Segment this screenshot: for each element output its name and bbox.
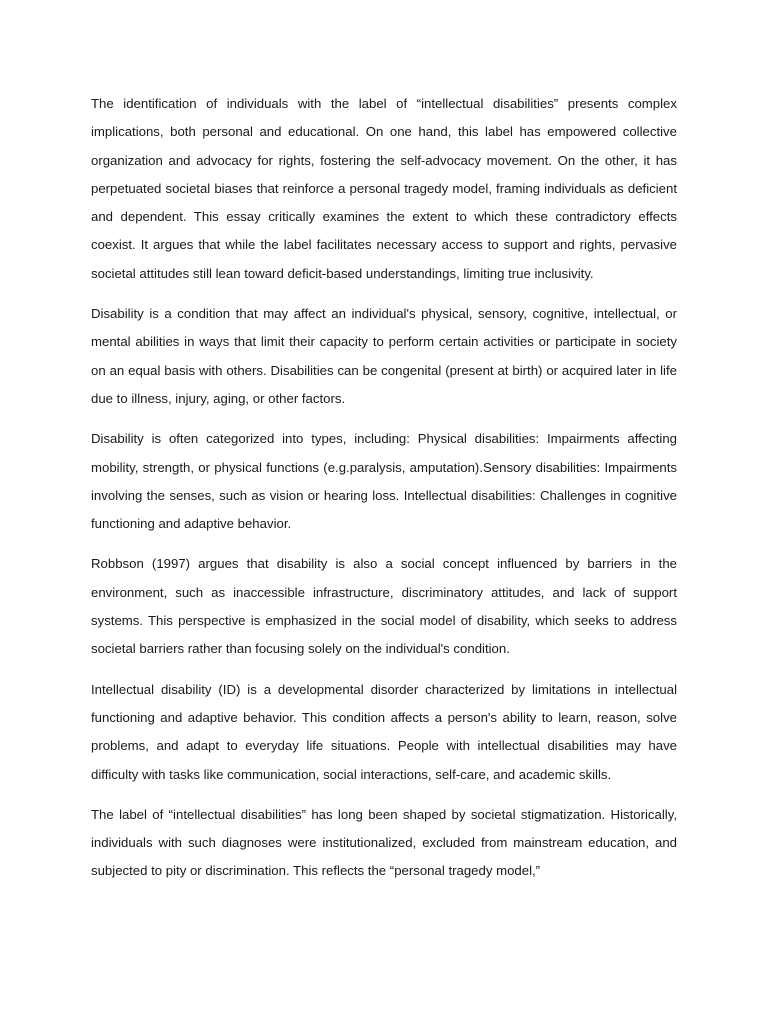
document-body (91, 90, 677, 898)
paragraph-intellectual-disability: Intellectual disability (ID) is a developmental disorder characterized by limitations in intellectual functioning and adaptive behavior. This condition affects a person's ability to learn, reason, solve problems, and adapt to everyday life situations. People with intellectual disabilities may have difficulty with tasks like communication, social interactions, self-care, and academic skills. (91, 681, 677, 782)
paragraph-label-stigmatization: The label of “intellectual disabilities” has long been shaped by societal stigmatization. Historically, individuals with such diagnoses were institutionalized, excluded from mainstream education, and subjected to pity or discrimination. This reflects the “personal tragedy model,” (91, 806, 677, 879)
paragraph-introduction: The identification of individuals with the label of “intellectual disabilities” presents complex implications, both personal and educational. On one hand, this label has empowered collective organization and advocacy for rights, fostering the self-advocacy movement. On the other, it has perpetuated societal biases that reinforce a personal tragedy model, framing individuals as deficient and dependent. This essay critically examines the extent to which these contradictory effects coexist. It argues that while the label facilitates necessary access to support and rights, pervasive societal attitudes still lean toward deficit-based understandings, limiting true inclusivity. (91, 96, 677, 281)
paragraph-social-model: Robbson (1997) argues that disability is also a social concept influenced by barriers in the environment, such as inaccessible infrastructure, discriminatory attitudes, and lack of support systems. This perspective is emphasized in the social model of disability, which seeks to address societal barriers rather than focusing solely on the individual's condition. (91, 556, 677, 657)
paragraph-disability-definition: Disability is a condition that may affect an individual's physical, sensory, cognitive, intellectual, or mental abilities in ways that limit their capacity to perform certain activities or participate in society on an equal basis with others. Disabilities can be congenital (present at birth) or acquired later in life due to illness, injury, aging, or other factors. (91, 306, 677, 406)
paragraph-disability-types: Disability is often categorized into types, including: Physical disabilities: Impairments affecting mobility, strength, or physical functions (e.g.paralysis, amputation).Sensory disabilities: Impairments involving the senses, such as vision or hearing loss. Intellectual disabilities: Challenges in cognitive functioning and adaptive behavior. (91, 431, 677, 532)
